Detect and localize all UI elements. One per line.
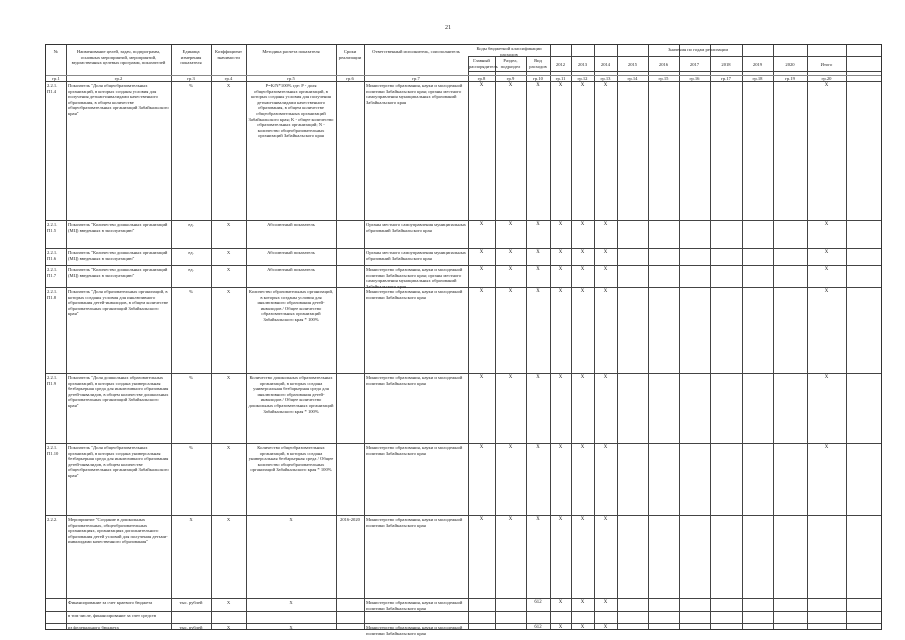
column-rule — [571, 45, 572, 629]
row-rule — [46, 443, 881, 444]
column-rule — [710, 45, 711, 629]
header-method: Методика расчета показателя — [262, 49, 320, 54]
row-executor: Министерство образования, науки и молодежной политики Забайкальского края — [366, 517, 463, 528]
row-executor: Министерство образования, науки и молодежной политики Забайкальского края — [366, 289, 463, 300]
column-number: гр.16 — [689, 75, 700, 81]
row-term — [337, 289, 363, 373]
column-number: гр.3 — [187, 75, 195, 81]
row-unit: % — [189, 83, 193, 88]
column-number: гр.13 — [600, 75, 611, 81]
header-fin-col: Главный распорядитель — [469, 58, 498, 69]
row-executor: Органы местного самоуправления муниципальных образований Забайкальского края — [366, 250, 466, 261]
row-year-value — [618, 83, 647, 90]
row-year-value — [618, 517, 647, 524]
row-year-value — [774, 600, 806, 607]
row-year-value — [649, 222, 678, 229]
row-name: Мероприятие "Создание в дошкольных образовательных, общеобразовательных организациях, организациях дополнительного образования детей условий для получения детьми-инвалидами качественного образования" — [68, 517, 168, 545]
column-number: гр.4 — [224, 75, 233, 81]
row-year-value: Х — [824, 267, 829, 272]
row-term — [337, 267, 363, 287]
row-year-value — [680, 625, 709, 632]
row-year-value — [649, 250, 678, 257]
row-term — [337, 613, 363, 623]
header-name: Наименование целей, задач, подпрограмм, основных мероприятий, мероприятий, ведомственных целевых программ, показателей — [71, 49, 166, 66]
row-rule — [46, 287, 881, 288]
row-year-value — [551, 613, 570, 620]
row-coef: Х — [226, 445, 231, 450]
row-name: Показатель "Количество дошкольных организаций (МЦ) введенных в эксплуатацию" — [68, 222, 168, 233]
row-fin-code — [496, 613, 525, 620]
row-method: Х — [289, 517, 293, 522]
row-rule — [46, 515, 881, 516]
row-year-value — [680, 613, 709, 620]
row-rule — [46, 373, 881, 374]
row-number: 2.2.2. — [47, 517, 58, 522]
row-year-value — [774, 83, 806, 90]
row-fin-code: Х — [536, 289, 540, 294]
row-fin-code: Х — [536, 250, 540, 255]
row-year-value — [618, 600, 647, 607]
row-year-value — [711, 517, 741, 524]
row-year-value: Х — [580, 625, 585, 630]
row-fin-code: Х — [508, 250, 513, 255]
row-number: 2.2.1. П1.8 — [47, 289, 58, 300]
row-year-value: Х — [558, 222, 563, 227]
row-year-value: Х — [558, 83, 563, 88]
row-fin-code: 612 — [534, 600, 542, 605]
row-year-value — [572, 613, 593, 620]
row-name: Показатель "Доля образовательных организаций, в которых созданы условия для инклюзивного образования детей-инвалидов, в общем количестве образовательных организаций Забайкальского края" — [68, 289, 169, 317]
row-fin-code: Х — [479, 375, 484, 380]
column-number: гр.1 — [52, 75, 60, 81]
header-executor: Ответственный исполнитель, соисполнитель — [372, 49, 460, 54]
column-rule — [550, 45, 551, 629]
row-year-value: Х — [580, 445, 585, 450]
row-year-value — [774, 267, 806, 274]
row-year-value: Х — [603, 250, 608, 255]
row-year-value — [680, 267, 709, 274]
row-fin-code: Х — [508, 375, 513, 380]
row-year-value — [618, 613, 647, 620]
row-year-value: Х — [603, 445, 608, 450]
column-number: гр.14 — [627, 75, 638, 81]
row-executor: Министерство образования, науки и молодежной политики Забайкальского края — [366, 600, 463, 611]
row-year-value — [743, 445, 772, 452]
row-year-value — [743, 250, 772, 257]
header-year: 2012 — [555, 62, 566, 67]
column-rule — [364, 45, 365, 629]
row-unit: тыс. рублей — [179, 600, 203, 605]
row-year-value: Х — [603, 600, 608, 605]
column-number: гр.7 — [412, 75, 420, 81]
row-fin-code: Х — [479, 83, 484, 88]
column-rule — [846, 45, 847, 629]
header-fin-col: Раздел, подраздел — [500, 58, 521, 69]
row-year-value — [649, 289, 678, 296]
row-fin-code: Х — [536, 267, 540, 272]
row-method: Абсолютный показатель — [267, 267, 315, 272]
row-coef: Х — [226, 83, 231, 88]
row-year-value — [711, 375, 741, 382]
row-year-value — [711, 289, 741, 296]
row-year-value — [743, 613, 772, 620]
row-method: Х — [289, 600, 293, 605]
column-number: гр.2 — [114, 75, 123, 81]
row-year-value — [618, 289, 647, 296]
column-number: гр.6 — [346, 75, 354, 81]
row-fin-code: Х — [479, 445, 484, 450]
row-number: 2.2.1. П1.4 — [47, 83, 58, 94]
row-year-value: Х — [603, 375, 608, 380]
row-unit: % — [189, 289, 193, 294]
row-method: Х — [289, 625, 293, 630]
row-fin-code: Х — [536, 83, 540, 88]
row-year-value: Х — [580, 375, 585, 380]
header-rule — [468, 56, 881, 57]
row-year-value — [680, 83, 709, 90]
row-rule — [46, 248, 881, 249]
column-number: гр.18 — [752, 75, 763, 81]
row-year-value: Х — [603, 289, 608, 294]
row-fin-code: Х — [508, 445, 513, 450]
row-fin-code — [469, 625, 494, 632]
row-fin-code: Х — [536, 375, 540, 380]
column-number: гр.9 — [506, 75, 515, 81]
row-year-value — [618, 222, 647, 229]
header-years-group: Значения по годам реализации — [668, 47, 728, 52]
row-unit: ед. — [188, 250, 194, 255]
row-unit: % — [189, 445, 193, 450]
row-executor — [366, 613, 466, 623]
row-name: Финансирование за счет краевого бюджета — [68, 600, 153, 605]
row-year-value — [774, 375, 806, 382]
column-rule — [617, 45, 618, 629]
row-fin-code: Х — [479, 250, 484, 255]
row-method: Абсолютный показатель — [267, 222, 315, 227]
header-term: Сроки реализации — [338, 49, 362, 60]
row-coef: Х — [226, 600, 231, 605]
row-fin-code: Х — [479, 222, 484, 227]
column-rule — [742, 45, 743, 629]
row-coef: Х — [226, 222, 231, 227]
column-number: гр.5 — [287, 75, 295, 81]
row-year-value: Х — [558, 289, 563, 294]
indicator-table — [45, 44, 882, 636]
row-year-value — [808, 517, 845, 524]
header-year: 2013 — [577, 62, 588, 67]
row-unit: тыс. рублей — [179, 625, 203, 630]
row-year-value — [774, 250, 806, 257]
row-year-value: Х — [558, 445, 563, 450]
row-unit: % — [189, 375, 193, 380]
column-rule — [773, 45, 774, 629]
row-method: Абсолютный показатель — [267, 250, 315, 255]
row-executor: Министерство образования, науки и молодежной политики Забайкальского края — [366, 375, 463, 386]
row-year-value: Х — [603, 517, 608, 522]
row-year-value: Х — [824, 289, 829, 294]
row-fin-code: Х — [508, 289, 513, 294]
row-year-value: Х — [558, 600, 563, 605]
row-year-value — [711, 222, 741, 229]
row-fin-code: Х — [479, 517, 484, 522]
row-fin-code: Х — [508, 83, 513, 88]
row-name: Показатель "Количество дошкольных организаций (МЦ) введенных в эксплуатацию" — [68, 267, 168, 278]
row-rule — [46, 623, 881, 624]
row-year-value — [774, 445, 806, 452]
row-fin-code — [496, 625, 525, 632]
row-executor: Министерство образования, науки и молодежной политики Забайкальского края; органы местного самоуправления муниципальных образований Забайкальского края — [366, 83, 463, 105]
row-fin-code: Х — [536, 222, 540, 227]
row-year-value: Х — [824, 83, 829, 88]
header-year: Итого — [820, 62, 833, 67]
row-coef: Х — [226, 267, 231, 272]
header-fin-col: Вид расходов — [529, 58, 547, 69]
header-finance-group: Коды бюджетной классификации расходов — [476, 46, 542, 57]
row-year-value — [743, 83, 772, 90]
row-year-value — [808, 600, 845, 607]
row-year-value — [774, 517, 806, 524]
row-year-value: Х — [580, 250, 585, 255]
row-fin-code — [527, 613, 549, 620]
row-coef — [212, 613, 245, 623]
row-name: Показатель "Доля общеобразовательных организаций, в которых созданы условия для получения детьми-инвалидами качественного образования, в общем количестве общеобразовательных организаций Забайкальского края" — [68, 83, 169, 116]
row-year-value — [649, 83, 678, 90]
row-term — [337, 222, 363, 248]
row-year-value: Х — [603, 222, 608, 227]
row-year-value: Х — [824, 445, 829, 450]
row-term — [337, 600, 363, 611]
column-number: гр.12 — [577, 75, 588, 81]
row-unit: ед. — [188, 222, 194, 227]
row-year-value: Х — [580, 83, 585, 88]
row-year-value — [618, 375, 647, 382]
row-year-value: Х — [603, 267, 608, 272]
row-year-value — [618, 625, 647, 632]
row-coef: Х — [226, 625, 231, 630]
row-number: 2.2.1. П1.10 — [47, 445, 59, 456]
header-year: 2015 — [627, 62, 638, 67]
row-year-value: Х — [824, 375, 829, 380]
row-year-value — [711, 445, 741, 452]
row-name: Показатель "Доля дошкольных образовательных организаций, в которых создана универсальная безбарьерная среда для инклюзивного образования детей-инвалидов, в общем количестве дошкольных образовательных организаций Забайкальского края" — [68, 375, 169, 408]
row-year-value — [680, 222, 709, 229]
row-method — [248, 613, 334, 623]
column-number: гр.11 — [555, 75, 566, 81]
column-rule — [468, 56, 469, 629]
row-year-value — [618, 250, 647, 257]
row-year-value — [743, 289, 772, 296]
row-year-value — [808, 625, 845, 632]
row-year-value: Х — [603, 625, 608, 630]
row-year-value — [774, 289, 806, 296]
header-year: 2014 — [600, 62, 611, 67]
row-coef: Х — [226, 250, 231, 255]
row-year-value — [743, 222, 772, 229]
row-year-value — [680, 600, 709, 607]
row-fin-code: Х — [508, 267, 513, 272]
row-term — [337, 83, 363, 220]
column-number: гр.20 — [821, 75, 832, 81]
row-year-value — [680, 445, 709, 452]
row-year-value — [649, 445, 678, 452]
header-year: 2017 — [689, 62, 700, 67]
row-fin-code: 612 — [534, 625, 542, 630]
column-number: гр.10 — [533, 75, 543, 81]
row-year-value — [649, 625, 678, 632]
row-term — [337, 375, 363, 443]
row-year-value — [595, 613, 616, 620]
row-name: из федерального бюджета — [68, 625, 119, 630]
row-year-value — [743, 625, 772, 632]
row-name: Показатель "Количество дошкольных организаций (МЦ) введенных в эксплуатацию" — [68, 250, 168, 261]
row-year-value — [618, 267, 647, 274]
header-no: № — [53, 49, 59, 54]
row-year-value — [711, 267, 741, 274]
header-year: 2018 — [721, 62, 731, 67]
row-year-value: Х — [603, 83, 608, 88]
row-fin-code — [496, 600, 525, 607]
row-year-value: Х — [824, 250, 829, 255]
page-number: 21 — [445, 25, 451, 31]
column-number: гр.19 — [785, 75, 795, 81]
row-rule — [46, 611, 881, 612]
column-rule — [66, 45, 67, 629]
header-coef: Коэффициент значимости — [215, 49, 242, 60]
row-method: Количество дошкольных образовательных организаций, в которых создана универсальная безбарьерная среда для инклюзивного образования детей-инвалидов / Общее количество дошкольных образовательных организаций Забайкальского края * 100% — [248, 375, 334, 414]
row-year-value: Х — [580, 267, 585, 272]
row-number: 2.2.1. П1.9 — [47, 375, 58, 386]
row-term — [337, 250, 363, 265]
row-fin-code: Х — [479, 289, 484, 294]
row-coef: Х — [226, 517, 231, 522]
column-rule — [807, 45, 808, 629]
column-number: гр.8 — [477, 75, 486, 81]
row-name: в том числе, финансирование за счет средств — [68, 613, 157, 618]
column-rule — [648, 45, 649, 629]
row-year-value — [774, 222, 806, 229]
row-executor: Министерство образования, науки и молодежной политики Забайкальского края — [366, 625, 463, 636]
row-year-value — [743, 375, 772, 382]
row-year-value: Х — [558, 517, 563, 522]
row-year-value: Х — [580, 600, 585, 605]
row-fin-code: Х — [508, 517, 513, 522]
row-term — [337, 625, 363, 631]
row-year-value — [680, 375, 709, 382]
row-year-value — [711, 250, 741, 257]
header-year: 2016 — [658, 62, 669, 67]
row-executor: Органы местного самоуправления муниципальных образований Забайкальского края — [366, 222, 466, 233]
row-year-value — [680, 250, 709, 257]
row-year-value — [649, 613, 678, 620]
header-year: 2019 — [752, 62, 763, 67]
row-name: Показатель "Доля общеобразовательных организаций, в которых создана универсальная безбарьерная среда для инклюзивного образования детей-инвалидов, в общем количестве общеобразовательных организаций Забайкальского края" — [68, 445, 169, 478]
row-year-value — [711, 613, 741, 620]
row-unit: Х — [189, 517, 193, 522]
row-year-value — [649, 600, 678, 607]
row-rule — [46, 265, 881, 266]
row-executor: Министерство образования, науки и молодежной политики Забайкальского края; органы местного самоуправления муниципальных образований Забайкальского края — [366, 267, 463, 289]
row-year-value — [649, 517, 678, 524]
row-method: Количество образовательных организаций, в которых созданы условия для инклюзивного образования детей-инвалидов / Общее количество образовательных организаций Забайкальского края * 100% — [248, 289, 334, 322]
column-number: гр.15 — [658, 75, 669, 81]
row-rule — [46, 598, 881, 599]
row-year-value: Х — [558, 250, 563, 255]
row-year-value — [680, 289, 709, 296]
row-term: 2016-2020 — [340, 517, 360, 522]
row-year-value — [711, 83, 741, 90]
row-year-value: Х — [580, 289, 585, 294]
row-fin-code: Х — [479, 267, 484, 272]
row-year-value: Х — [824, 222, 829, 227]
row-year-value — [711, 600, 741, 607]
column-rule — [246, 45, 247, 629]
row-year-value: Х — [558, 267, 563, 272]
row-fin-code: Х — [536, 517, 540, 522]
row-fin-code: Х — [536, 445, 540, 450]
row-unit — [172, 613, 210, 623]
row-coef: Х — [226, 375, 231, 380]
column-rule — [495, 56, 496, 629]
column-rule — [679, 45, 680, 629]
row-year-value — [649, 375, 678, 382]
row-unit: ед. — [188, 267, 194, 272]
row-number: 2.2.1. П1.7 — [47, 267, 58, 278]
row-number: 2.2.1. П1.5 — [47, 222, 58, 233]
row-fin-code — [469, 600, 494, 607]
row-year-value: Х — [558, 375, 563, 380]
row-year-value — [680, 517, 709, 524]
header-unit: Единица измерения показателя — [180, 49, 202, 66]
row-year-value — [743, 267, 772, 274]
row-rule — [46, 220, 881, 221]
row-year-value: Х — [580, 222, 585, 227]
row-year-value — [711, 625, 741, 632]
column-rule — [594, 45, 595, 629]
row-method: P=K/N*100% где: P - доля общеобразовательных организаций, в которых созданы условия для получения детьми-инвалидами качественного образования, в общем количестве общеобразовательных организаций Забайкальского края; K - общее количество образовательных организаций; N - количество общеобразовательных организаций Забайкальского края — [248, 83, 334, 139]
row-year-value — [618, 445, 647, 452]
row-fin-code: Х — [508, 222, 513, 227]
row-year-value — [743, 600, 772, 607]
row-fin-code — [469, 613, 494, 620]
column-number: гр.17 — [721, 75, 731, 81]
row-year-value — [774, 613, 806, 620]
row-year-value: Х — [558, 625, 563, 630]
row-executor: Министерство образования, науки и молодежной политики Забайкальского края — [366, 445, 463, 456]
column-rule — [526, 56, 527, 629]
header-year: 2020 — [785, 62, 795, 67]
row-year-value — [808, 613, 845, 620]
row-year-value — [774, 625, 806, 632]
row-year-value — [743, 517, 772, 524]
row-coef: Х — [226, 289, 231, 294]
row-method: Количество общеобразовательных организаций, в которых создана универсальная безбарьерная среда / Общее количество общеобразовательных организаций Забайкальского края * 100% — [248, 445, 334, 473]
row-number: 2.2.1. П1.6 — [47, 250, 58, 261]
row-term — [337, 445, 363, 515]
row-year-value — [649, 267, 678, 274]
row-year-value: Х — [580, 517, 585, 522]
